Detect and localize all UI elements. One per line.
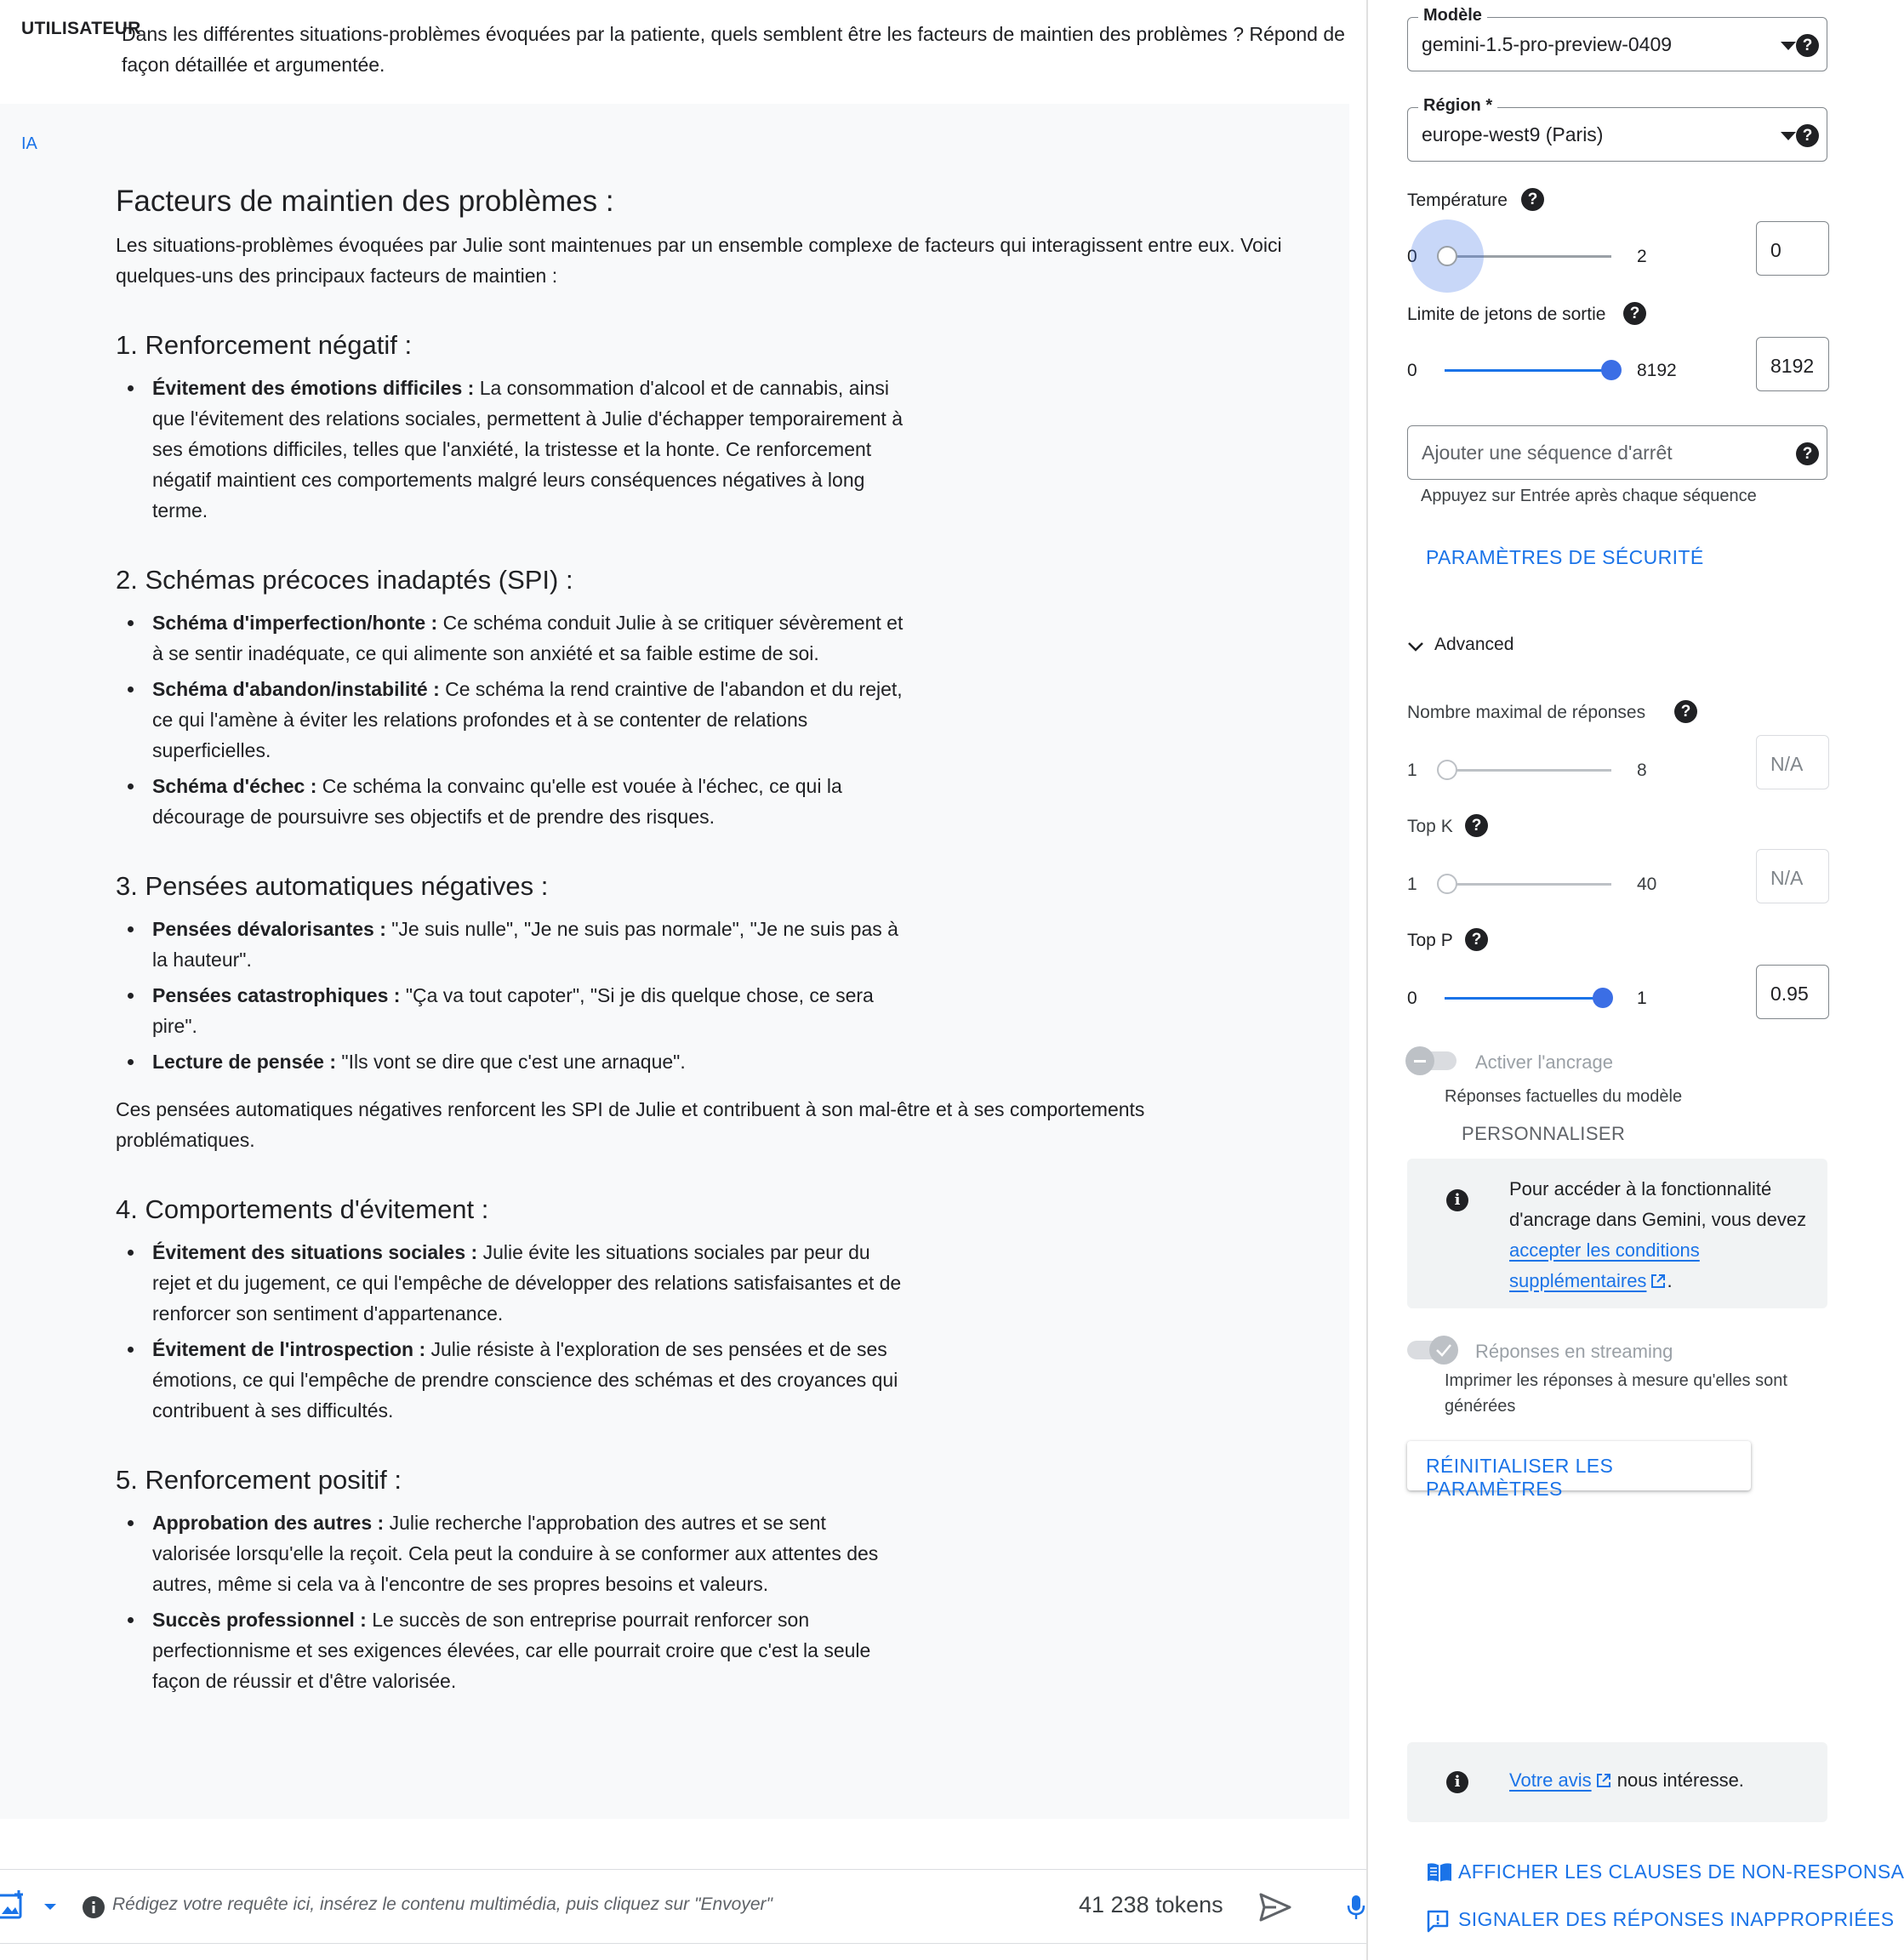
feedback-card [1407,1742,1827,1822]
max-responses-input[interactable]: N/A [1756,735,1829,789]
temperature-label: Température [1407,191,1508,210]
reset-settings-label: RÉINITIALISER LES PARAMÈTRES [1426,1455,1614,1500]
dropdown-arrow-icon[interactable] [1781,132,1796,140]
terms-link[interactable]: accepter les conditions supplémentaires [1509,1239,1700,1291]
section-list [116,1237,1324,1426]
feedback-text [1509,1769,1744,1792]
help-icon[interactable]: ? [1465,814,1488,837]
model-select[interactable] [1407,6,1827,71]
item-term: Pensées catastrophiques : [152,984,401,1006]
list-item [116,1046,907,1077]
region-label: Région * [1418,96,1497,116]
insert-media-icon[interactable] [0,1889,26,1923]
streaming-label: Réponses en streaming [1475,1341,1673,1362]
temperature-min: 0 [1407,247,1417,266]
token-count: 41 238 tokens [1079,1892,1223,1917]
temperature-max: 2 [1637,247,1647,266]
list-item [116,1334,907,1426]
list-item [116,980,907,1041]
item-term: Évitement des émotions difficiles : [152,377,475,399]
model-label: Modèle [1418,6,1487,26]
check-icon [1435,1342,1452,1358]
item-term: Approbation des autres : [152,1512,385,1534]
settings-panel [1366,0,1904,1960]
chevron-down-icon[interactable] [41,1897,60,1916]
help-icon[interactable]: ? [1796,442,1819,465]
grounding-toggle-knob[interactable] [1405,1046,1434,1075]
item-text: La consommation d'alcool et de cannabis, ainsi que l'évitement des relations sociales, permettent à Julie d'échapper temporairement à ses émotions difficiles, telles que l'anxiété, la tristesse et la honte. Ce renforcement négatif maintient ces comportements malgré leurs conséquences négatives à long terme. [152,377,903,521]
section-list [116,607,1324,832]
item-term: Pensées dévalorisantes : [152,918,386,940]
user-role-label: UTILISATEUR [21,19,141,38]
item-text: "Ils vont se dire que c'est une arnaque". [336,1051,686,1073]
list-item [116,914,907,975]
dropdown-arrow-icon[interactable] [1781,42,1796,50]
item-term: Lecture de pensée : [152,1051,337,1073]
region-select[interactable] [1407,96,1827,162]
item-text: "Ça va tout capoter", "Si je dis quelque chose, ce sera pire". [152,984,874,1037]
section-list [116,373,1324,526]
list-item [116,1507,907,1599]
list-item [116,771,907,832]
item-text: Ce schéma la rend craintive de l'abandon et du rejet, ce qui l'amène à éviter les relations profondes et à se contenter de relations superficielles. [152,678,903,761]
max-responses-slider-track[interactable] [1445,769,1611,772]
region-value: europe-west9 (Paris) [1422,123,1604,145]
list-item [116,674,907,766]
section-heading: 5. Renforcement positif : [116,1465,402,1495]
item-term: Évitement des situations sociales : [152,1241,478,1263]
top-k-min: 1 [1407,875,1417,894]
item-term: Schéma d'abandon/instabilité : [152,678,440,700]
help-icon[interactable]: ? [1465,928,1488,951]
info-icon: i [1446,1189,1468,1211]
item-term: Schéma d'échec : [152,775,317,797]
max-responses-min: 1 [1407,761,1417,780]
top-p-slider-track-active[interactable] [1445,997,1603,1000]
item-text: Ce schéma la convainc qu'elle est vouée à l'échec, ce qui la décourage de poursuivre ses objectifs et de prendre des risques. [152,775,842,828]
help-icon[interactable]: ? [1674,700,1697,723]
output-tokens-slider-thumb[interactable] [1601,360,1622,380]
output-tokens-slider-track[interactable] [1445,369,1611,372]
ai-response-content [116,180,1324,1696]
info-icon [82,1895,105,1919]
top-p-slider-thumb[interactable] [1593,988,1613,1008]
grounding-info-post: . [1667,1270,1673,1291]
top-p-input[interactable]: 0.95 [1756,965,1829,1019]
top-k-slider-track[interactable] [1445,883,1611,886]
item-text: Le succès de son entreprise pourrait renforcer son perfectionnisme et ses exigences élevées, car elle pourrait croire que c'est la seule façon de réussir et d'être valorisée. [152,1609,871,1692]
feedback-suffix: nous intéresse. [1611,1769,1744,1791]
feedback-link[interactable]: Votre avis [1509,1769,1592,1791]
output-tokens-min: 0 [1407,361,1417,380]
help-icon[interactable]: ? [1623,302,1646,325]
send-icon[interactable] [1257,1889,1293,1925]
section-conclusion: Ces pensées automatiques négatives renforcent les SPI de Julie et contribuent à son mal-être et à ses comportements problématiques. [116,1098,1145,1151]
ai-role-label: IA [21,134,37,153]
item-term: Schéma d'imperfection/honte : [152,612,438,634]
item-term: Évitement de l'introspection : [152,1338,426,1360]
list-item [116,1604,907,1696]
section-heading: 4. Comportements d'évitement : [116,1194,489,1224]
streaming-toggle-knob[interactable] [1429,1336,1458,1365]
list-item [116,1237,907,1329]
top-p-label: Top P [1407,931,1453,950]
reset-settings-button[interactable] [1407,1441,1751,1500]
temperature-input[interactable]: 0 [1756,221,1829,276]
top-p-max: 1 [1637,989,1647,1008]
list-item [116,607,907,669]
item-text: Julie évite les situations sociales par peur du rejet et du jugement, ce qui l'empêche de développer des relations satisfaisantes et de renforcer son sentiment d'appartenance. [152,1241,902,1325]
output-tokens-label: Limite de jetons de sortie [1407,305,1606,324]
grounding-label: Activer l'ancrage [1475,1051,1613,1073]
report-icon[interactable] [1426,1909,1450,1933]
top-k-input[interactable]: N/A [1756,849,1829,903]
temperature-slider-thumb[interactable] [1437,246,1457,266]
stop-sequence-input[interactable] [1407,425,1827,480]
disclaimer-link[interactable]: AFFICHER LES CLAUSES DE NON-RESPONSA [1458,1860,1904,1883]
section-heading: 3. Pensées automatiques négatives : [116,871,549,901]
item-text: Ce schéma conduit Julie à se critiquer sévèrement et à se sentir inadéquate, ce qui alimente son anxiété et sa faible estime de soi. [152,612,904,664]
customize-button[interactable]: PERSONNALISER [1462,1123,1626,1144]
max-responses-slider-thumb[interactable] [1437,760,1457,780]
top-k-max: 40 [1637,875,1657,894]
section-list [116,914,1324,1077]
response-title: Facteurs de maintien des problèmes : [116,185,614,218]
top-k-label: Top K [1407,817,1453,836]
item-term: Succès professionnel : [152,1609,367,1631]
book-icon[interactable] [1426,1861,1453,1883]
help-icon[interactable]: ? [1796,34,1819,57]
advanced-toggle[interactable]: Advanced [1434,635,1514,654]
max-responses-label: Nombre maximal de réponses [1407,703,1646,722]
help-icon[interactable]: ? [1521,188,1544,211]
chevron-down-icon[interactable] [1405,636,1426,657]
user-message-text: Dans les différentes situations-problèmes évoquées par la patiente, quels semblent être les facteurs de maintien des problèmes ? Répond de façon détaillée et argumentée. [122,23,1345,76]
section-list [116,1507,1324,1696]
microphone-icon[interactable] [1347,1894,1365,1921]
grounding-info-card [1407,1159,1827,1308]
grounding-subtitle: Réponses factuelles du modèle [1445,1087,1683,1106]
prompt-input-bar [0,1869,1366,1944]
item-text: Julie résiste à l'exploration de ses pensées et de ses émotions, ce qui l'empêche de prendre conscience des schémas et des croyances qui contribuent à ses difficultés. [152,1338,898,1422]
section-heading: 1. Renforcement négatif : [116,330,413,360]
user-message-block [0,0,1366,104]
item-text: "Je suis nulle", "Je ne suis pas normale", "Je ne suis pas à la hauteur". [152,918,898,971]
output-tokens-input[interactable]: 8192 [1756,337,1829,391]
stop-sequence-hint: Appuyez sur Entrée après chaque séquence [1421,487,1757,505]
response-intro: Les situations-problèmes évoquées par Julie sont maintenues par un ensemble complexe de facteurs qui interagissent entre eux. Voici quelques-uns des principaux facteurs de maintien : [116,234,1282,287]
top-k-slider-thumb[interactable] [1437,874,1457,894]
stop-sequence-placeholder: Ajouter une séquence d'arrêt [1422,442,1673,464]
output-tokens-max: 8192 [1637,361,1677,380]
external-link-icon[interactable] [1650,1273,1667,1290]
list-item [116,373,907,526]
grounding-info-pre: Pour accéder à la fonctionnalité d'ancrage dans Gemini, vous devez [1509,1178,1807,1230]
max-responses-max: 8 [1637,761,1647,780]
help-icon[interactable]: ? [1796,124,1819,147]
section-heading: 2. Schémas précoces inadaptés (SPI) : [116,565,573,595]
item-text: Julie recherche l'approbation des autres et se sent valorisée lorsqu'elle la reçoit. Cela peut la conduire à se conformer aux attentes des autres, même si cela va à l'encontre de ses propres besoins et valeurs. [152,1512,879,1595]
prompt-input[interactable]: Rédigez votre requête ici, insérez le contenu multimédia, puis cliquez sur "Envoyer" [112,1894,772,1914]
external-link-icon[interactable] [1595,1772,1612,1789]
top-p-min: 0 [1407,989,1417,1008]
safety-settings-button[interactable]: PARAMÈTRES DE SÉCURITÉ [1426,546,1704,568]
model-value: gemini-1.5-pro-preview-0409 [1422,33,1673,55]
info-icon: i [1446,1771,1468,1793]
grounding-info-text [1509,1174,1816,1296]
report-link[interactable]: SIGNALER DES RÉPONSES INAPPROPRIÉES [1458,1908,1895,1930]
streaming-subtitle: Imprimer les réponses à mesure qu'elles sont générées [1445,1371,1787,1416]
